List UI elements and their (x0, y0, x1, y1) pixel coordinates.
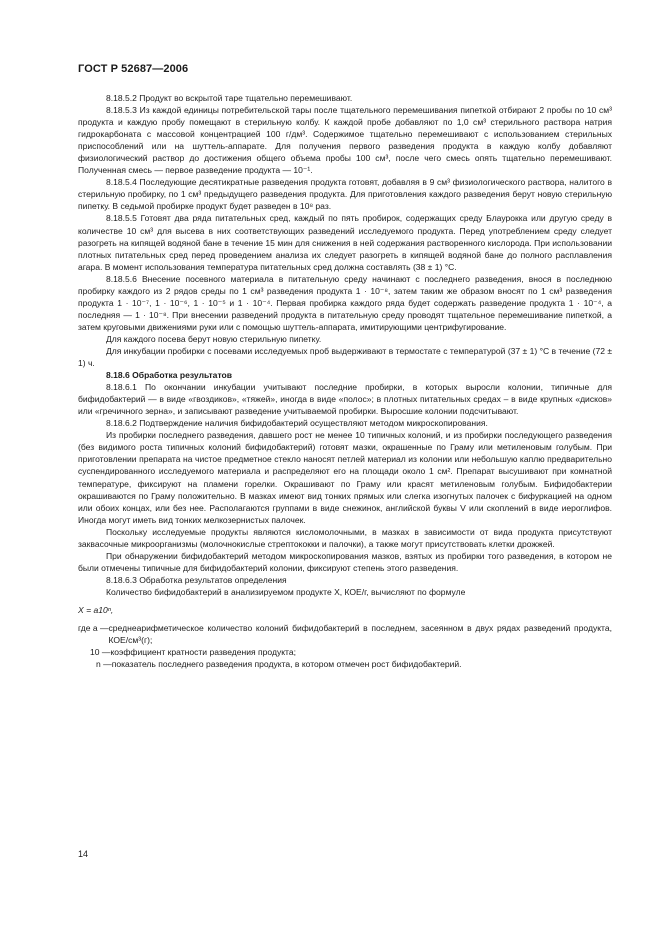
legend-item (78, 622, 612, 646)
document-header: ГОСТ Р 52687—2006 (78, 63, 189, 75)
para-microscopy: Из пробирки последнего разведения, давшего рост не менее 10 типичных колоний, и из пробирки последующего разведения (без видимого роста типичных колоний бифидобактерий) готовят мазки, окрашенные по Граму или метиленовым голубым. При приготовлении препарата на чистое предметное стекло наносят петлей материал из колонии или небольшую каплю предварительно суспендированного исследуемого материала и распределяют его на площади около 1 см². Препарат высушивают при комнатной температуре, фиксируют на пламени горелки. Окрашивают по Граму или красят метиленовым голубым. Бифидобактерии окрашиваются по Граму положительно. В мазках имеют вид тонких прямых или слегка изогнутых палочек с бифуркацией на одном или обоих концах, или без нее. Располагаются группами в виде снежинок, английской буквы V или скоплений в виде иероглифов. Иногда могут иметь вид тонких мелкозернистых палочек. (78, 430, 612, 525)
legend-text: среднеарифметическое количество колоний бифидобактерий в последнем, засеянном в двух рядах разведений продукта, КОЕ/см³(г); (108, 623, 612, 646)
para-detection: При обнаружении бифидобактерий методом микроскопирования мазков, взятых из пробирки того разведения, в котором не были отмечены типичные для бифидобактерий колонии, фиксируют степень этого разведения. (78, 550, 612, 573)
para-8-18-6-2: 8.18.6.2 Подтверждение наличия бифидобактерий осуществляют методом микроскопирования. (106, 418, 488, 429)
legend-symbol: n — (96, 659, 112, 670)
legend-item (78, 658, 612, 670)
legend-item (78, 646, 612, 658)
formula-legend (78, 622, 612, 670)
legend-text: коэффициент кратности разведения продукта; (110, 647, 297, 658)
para-8-18-6-1: 8.18.6.1 По окончании инкубации учитывают последние пробирки, в которых выросли колонии, типичные для бифидобактерий — в виде «гвоздиков», «тяжей», иногда в виде «полос»; в плотных питательных средах – в виде крупных «дисков» или «гречичного зерна», и записывают разведение учитываемой пробирки. Выросшие колонии подсчитывают. (78, 382, 612, 417)
para-fermented-products: Поскольку исследуемые продукты являются кисломолочными, в мазках в зависимости от вида продукта присутствуют заквасочные микроорганизмы (молочнокислые стрептококки и палочки), а также могут присутствовать клетки дрожжей. (78, 526, 612, 549)
para-formula-intro: Количество бифидобактерий в анализируемом продукте X, КОЕ/г, вычисляют по формуле (106, 586, 466, 597)
formula: X = a10ⁿ, (78, 604, 114, 615)
document-body (78, 92, 612, 670)
legend-text: показатель последнего разведения продукта, в котором отмечен рост бифидобактерий. (111, 659, 462, 670)
para-8-18-6-3: 8.18.6.3 Обработка результатов определения (106, 574, 287, 585)
para-incubation: Для инкубации пробирки с посевами исследуемых проб выдерживают в термостате с температурой (37 ± 1) °С в течение (72 ± 1) ч. (78, 345, 613, 369)
para-8-18-5-4: 8.18.5.4 Последующие десятикратные разведения продукта готовят, добавляя в 9 см³ физиологического раствора, налитого в стерильную пробирку, по 1 см³ предыдущего разведения продукта. Для приготовления каждого разведения берут новую стерильную пипетку. В седьмой пробирке продукт будет разведен в 10⁸ раз. (78, 177, 612, 212)
page-number: 14 (78, 849, 89, 859)
para-new-pipette: Для каждого посева берут новую стерильную пипетку. (106, 333, 322, 344)
para-8-18-5-2: 8.18.5.2 Продукт во вскрытой таре тщательно перемешивают. (106, 93, 353, 103)
section-heading-8-18-6: 8.18.6 Обработка результатов (106, 370, 232, 381)
para-8-18-5-3: 8.18.5.3 Из каждой единицы потребительской тары после тщательного перемешивания пипеткой отбирают 2 пробы по 10 см³ продукта и каждую пробу помещают в стерильную колбу. К каждой пробе добавляют по 1,0 см³ стерильного раствора натрия гидрокарбоната с массовой концентрацией 100 г/дм³. Содержимое тщательно перемешивают с использованием стерильных приспособлений или на шуттель-аппарате. Для получения первого разведения продукта в каждую колбу добавляют физиологический раствор до достижения общего объема пробы 100 см³, после чего смесь опять тщательно перемешивают. Полученная смесь — первое разведение продукта — 10⁻¹. (78, 105, 612, 176)
para-8-18-5-6: 8.18.5.6 Внесение посевного материала в питательную среду начинают с последнего разведения, внося в последнюю пробирку каждого из 2 рядов среды по 1 см³ разведения продукта 1 · 10⁻⁸, затем таким же образом вносят по 1 см³ разведения продукта 1 · 10⁻⁷, 1 · 10⁻⁶, 1 · 10⁻⁵ и 1 · 10⁻⁴. Первая пробирка каждого ряда будет содержать разведение продукта 1 · 10⁻⁴, а последняя — 1 · 10⁻⁸. При внесении разведений продукта в питательную среду проводят тщательное перемешивание пипеткой, а затем круговыми движениями руки или с помощью шуттель-аппарата, имитирующими центрифугирование. (78, 273, 612, 332)
legend-symbol: где a — (78, 623, 109, 634)
legend-symbol: 10 — (90, 647, 111, 658)
para-8-18-5-5: 8.18.5.5 Готовят два ряда питательных сред, каждый по пять пробирок, содержащих среду Блаурокка или другую среду в количестве 10 см³ для высева в них соответствующих разведений исследуемого продукта. Перед употреблением среду следует разогреть на кипящей водяной бане в течение 15 мин для снижения в ней содержания растворенного кислорода. При использовании плотных питательных сред перед проведением анализа их следует разогреть в кипящей водяной бане до полного расплавления агара. В момент использования температура питательных сред должна составлять (38 ± 1) °С. (78, 213, 612, 272)
